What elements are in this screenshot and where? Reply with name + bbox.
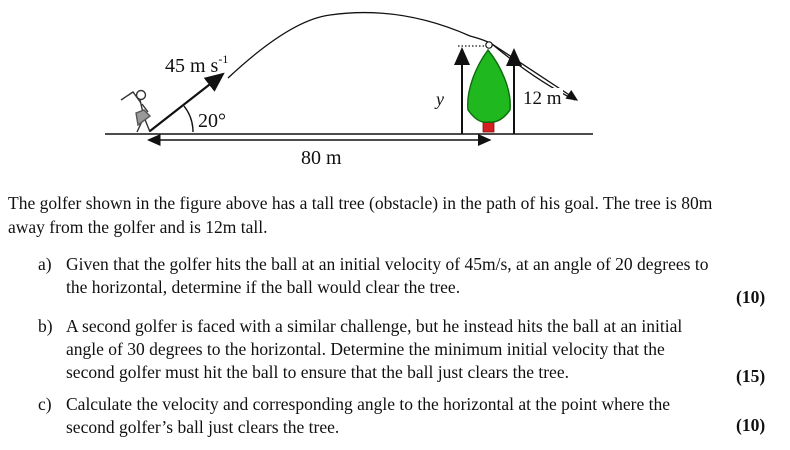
question-marks: (10) [736,287,766,307]
distance-label: 80 m [301,147,342,169]
velocity-label: 45 m $s^{-1}$ [165,52,229,77]
question-letter: a) [38,254,52,274]
question-letter: c) [38,394,52,414]
question-text: Given that the golfer hits the ball at an initial velocity of 45m/s, at an angle of 20 degrees to the horizontal, determine if the ball would clear the tree. [66,254,709,297]
question-letter: b) [38,316,53,336]
angle-arc [184,106,193,132]
projectile-figure [0,0,790,185]
angle-label: 20° [198,110,226,132]
question-text: Calculate the velocity and corresponding angle to the horizontal at the point where the second golfer’s ball just clears the tree. [66,394,671,437]
golfer-icon [121,91,150,133]
tree-icon [468,50,510,132]
problem-intro: The golfer shown in the figure above has a tall tree (obstacle) in the path of his goal. The tree is 80m away from the golfer and is 12m tall. [8,193,713,237]
trajectory-curve [228,13,575,100]
height-variable-label: y [436,89,444,109]
question-text: A second golfer is faced with a similar challenge, but he instead hits the ball at an initial angle of 30 degrees to the horizontal. Determine the minimum initial velocity that the second golfer must hit the ball to ensure that the ball just clears the tree. [66,316,683,382]
question-marks: (10) [736,415,766,435]
question-marks: (15) [736,366,766,386]
tree-height-label: 12 m [523,88,562,109]
ball-marker [486,42,492,48]
